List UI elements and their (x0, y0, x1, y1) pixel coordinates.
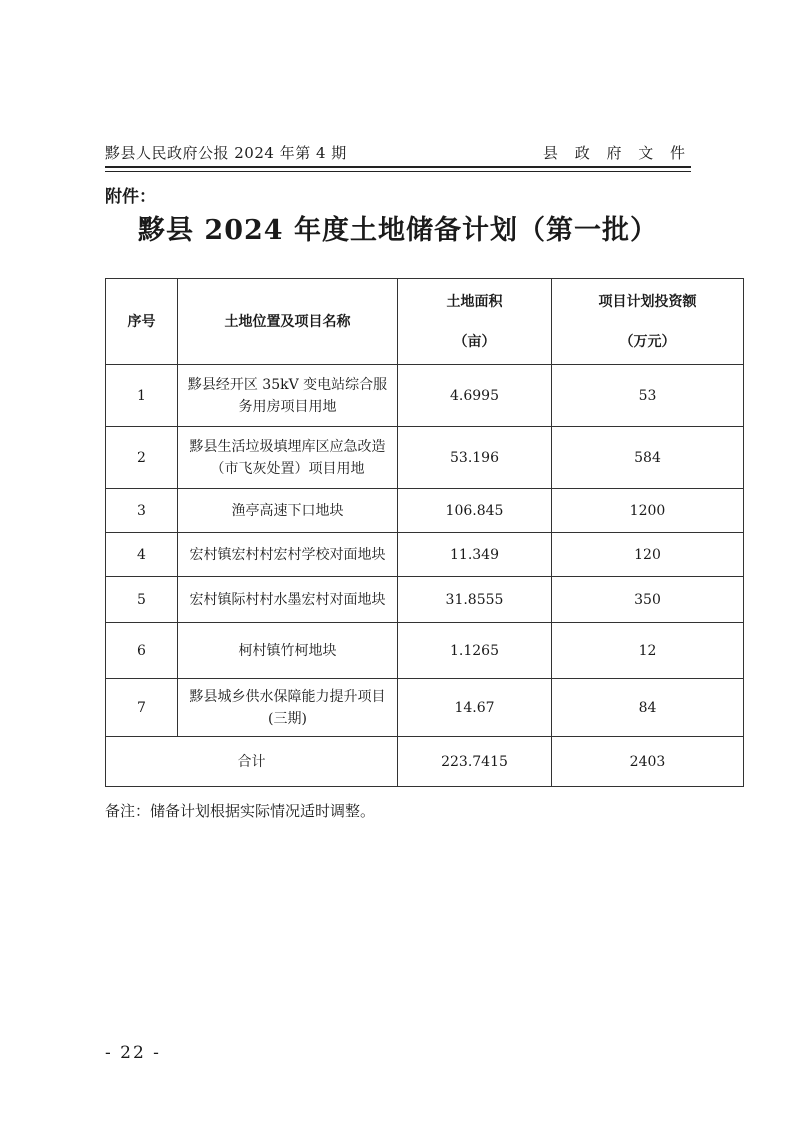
table-header-row (106, 279, 744, 365)
table-row (106, 365, 744, 427)
cell-area: 14.67 (398, 679, 552, 737)
cell-seq: 3 (106, 489, 178, 533)
cell-invest: 584 (552, 427, 744, 489)
table-total-row (106, 737, 744, 787)
header-name: 土地位置及项目名称 (178, 279, 398, 365)
total-area: 223.7415 (398, 737, 552, 787)
cell-seq: 5 (106, 577, 178, 623)
cell-invest: 84 (552, 679, 744, 737)
header-seq: 序号 (106, 279, 178, 365)
table-row (106, 533, 744, 577)
header-invest (552, 279, 744, 365)
total-invest: 2403 (552, 737, 744, 787)
header-invest-label: 项目计划投资额 (598, 293, 697, 310)
cell-area: 11.349 (398, 533, 552, 577)
cell-seq: 6 (106, 623, 178, 679)
header-rule-thin (105, 171, 691, 172)
document-category: 县 政 府 文 件 (542, 144, 691, 162)
cell-invest: 1200 (552, 489, 744, 533)
document-title: 黟县 2024 年度土地储备计划（第一批） (138, 215, 658, 246)
header-invest-unit: （万元） (619, 333, 676, 350)
header-rule-thick (105, 166, 691, 168)
cell-name: 黟县生活垃圾填埋库区应急改造（市飞灰处置）项目用地 (178, 427, 398, 489)
cell-area: 31.8555 (398, 577, 552, 623)
cell-name: 黟县城乡供水保障能力提升项目(三期) (178, 679, 398, 737)
table-row (106, 577, 744, 623)
remark-note: 备注：储备计划根据实际情况适时调整。 (105, 802, 376, 820)
cell-invest: 53 (552, 365, 744, 427)
cell-seq: 7 (106, 679, 178, 737)
page-header (105, 142, 691, 164)
table-row (106, 427, 744, 489)
cell-name: 宏村镇际村村水墨宏村对面地块 (178, 577, 398, 623)
total-label: 合计 (106, 737, 398, 787)
cell-invest: 350 (552, 577, 744, 623)
header-area (398, 279, 552, 365)
cell-area: 4.6995 (398, 365, 552, 427)
page-number: - 22 - (105, 1043, 161, 1063)
cell-area: 106.845 (398, 489, 552, 533)
table-row (106, 623, 744, 679)
cell-seq: 1 (106, 365, 178, 427)
cell-seq: 2 (106, 427, 178, 489)
table-row (106, 679, 744, 737)
cell-name: 黟县经开区 35kV 变电站综合服务用房项目用地 (178, 365, 398, 427)
cell-area: 53.196 (398, 427, 552, 489)
header-area-label: 土地面积 (446, 293, 503, 310)
cell-name: 宏村镇宏村村宏村学校对面地块 (178, 533, 398, 577)
table-row (106, 489, 744, 533)
attachment-label: 附件： (105, 187, 156, 207)
cell-name: 柯村镇竹柯地块 (178, 623, 398, 679)
cell-seq: 4 (106, 533, 178, 577)
land-reserve-table (105, 278, 744, 787)
cell-invest: 120 (552, 533, 744, 577)
cell-name: 渔亭高速下口地块 (178, 489, 398, 533)
header-area-unit: （亩） (453, 333, 496, 350)
cell-area: 1.1265 (398, 623, 552, 679)
bulletin-issue: 黟县人民政府公报 2024 年第 4 期 (105, 144, 347, 162)
cell-invest: 12 (552, 623, 744, 679)
